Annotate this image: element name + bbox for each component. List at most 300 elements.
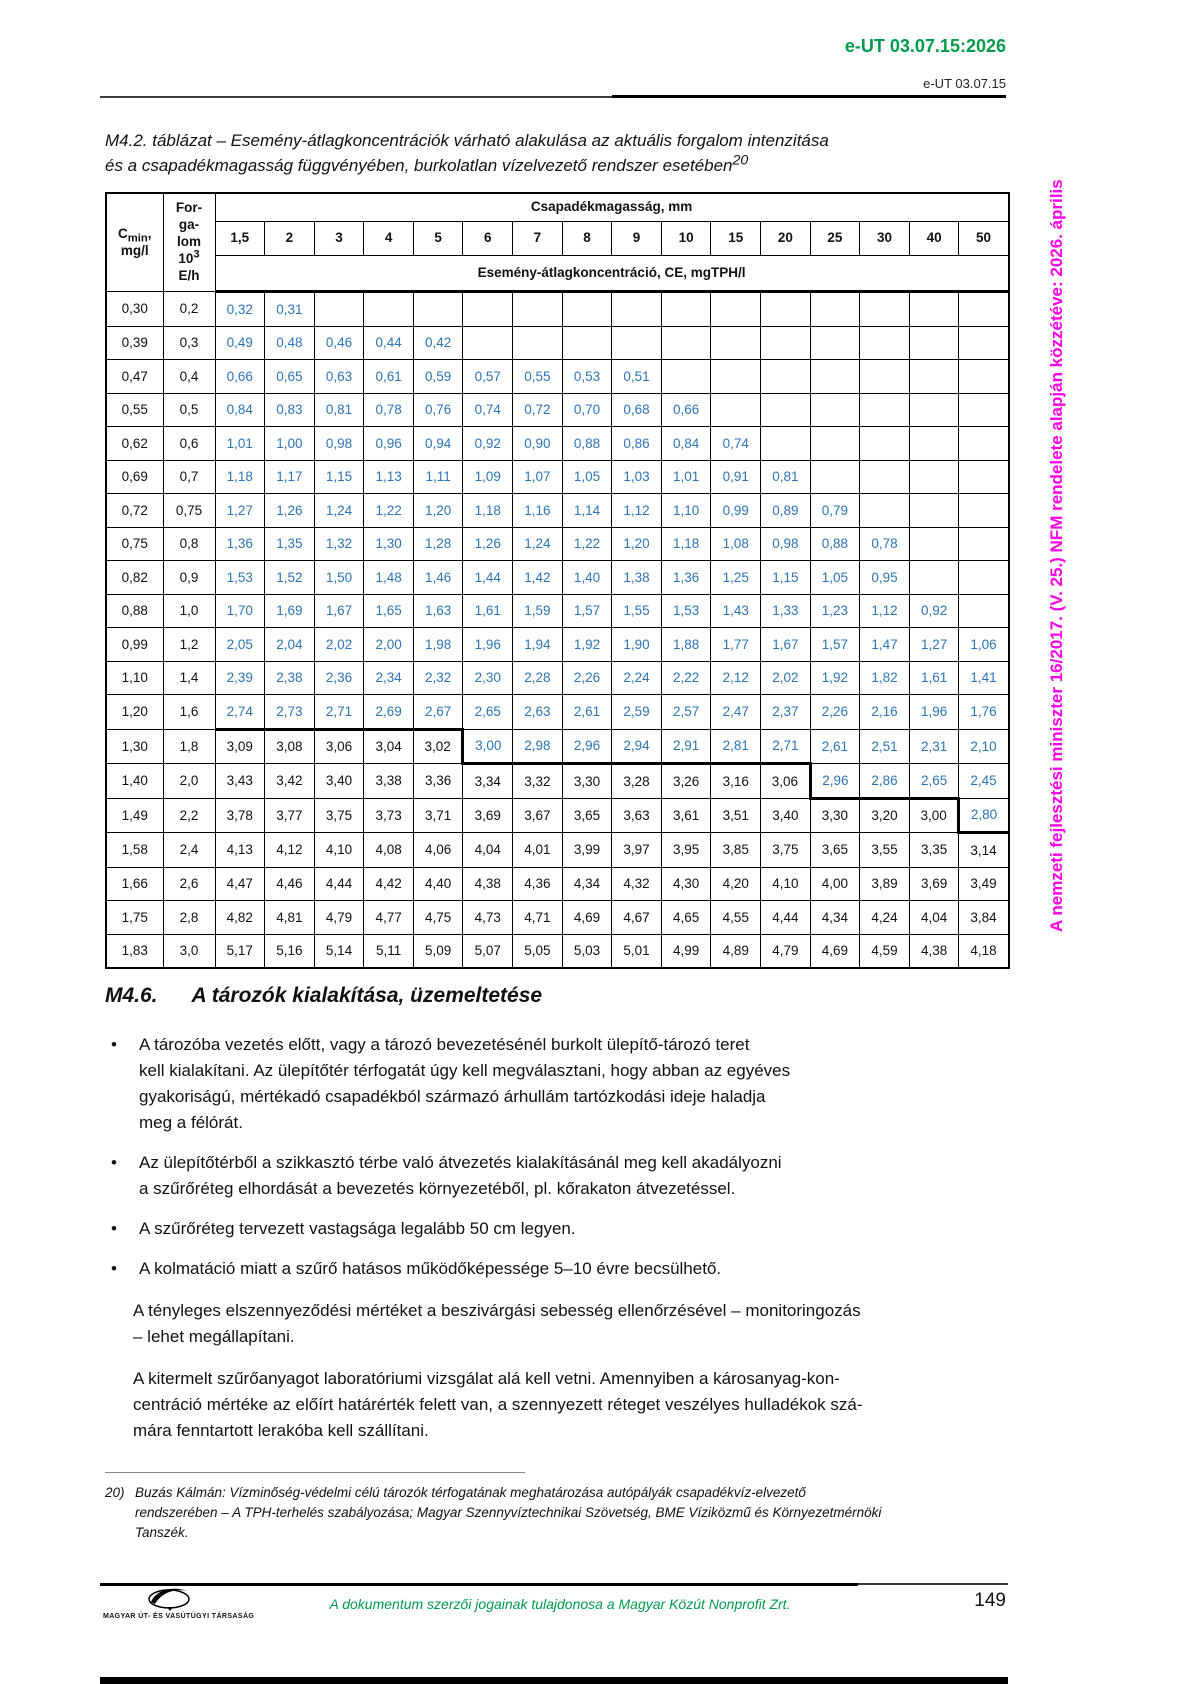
value-cell: 1,17	[265, 460, 315, 494]
value-cell: 4,34	[562, 867, 612, 901]
value-cell: 2,61	[810, 729, 860, 764]
table-row	[106, 798, 1009, 833]
table-row	[106, 661, 1009, 695]
value-cell: 3,84	[959, 901, 1009, 935]
footer-copyright: A dokumentum szerzői jogainak tulajdonosa a Magyar Közút Nonprofit Zrt.	[329, 1596, 791, 1612]
value-cell: 0,95	[860, 561, 910, 595]
value-cell: 3,63	[612, 798, 662, 833]
value-cell: 4,65	[661, 901, 711, 935]
value-cell: 1,24	[314, 494, 364, 528]
value-cell: 0,81	[314, 393, 364, 427]
cmin-cell: 0,39	[106, 326, 163, 360]
value-cell: 4,30	[661, 867, 711, 901]
value-cell: 3,49	[959, 867, 1009, 901]
value-cell: 2,98	[513, 729, 563, 764]
value-cell: 0,74	[463, 393, 513, 427]
table-row	[106, 427, 1009, 461]
value-cell: 1,35	[265, 527, 315, 561]
cmin-cell: 0,30	[106, 292, 163, 327]
value-cell	[463, 292, 513, 327]
value-cell	[860, 292, 910, 327]
value-cell: 5,11	[364, 934, 414, 968]
value-cell: 1,08	[711, 527, 761, 561]
table-row	[106, 326, 1009, 360]
table-row	[106, 934, 1009, 968]
value-cell: 3,85	[711, 833, 761, 868]
table-row	[106, 833, 1009, 868]
traffic-cell: 0,75	[163, 494, 215, 528]
cmin-cell: 1,20	[106, 695, 163, 730]
value-cell: 2,16	[860, 695, 910, 730]
rain-col-header: 15	[711, 222, 761, 256]
value-cell: 2,57	[661, 695, 711, 730]
bullet-item	[105, 1032, 1008, 1136]
value-cell	[860, 427, 910, 461]
value-cell: 1,28	[413, 527, 463, 561]
value-cell: 0,63	[314, 360, 364, 394]
value-cell	[860, 360, 910, 394]
caption-line-1: M4.2. táblázat – Esemény-átlagkoncentrációk várható alakulása az aktuális forgalom intenzitása	[105, 131, 829, 150]
value-cell: 3,02	[413, 729, 463, 764]
value-cell: 4,55	[711, 901, 761, 935]
value-cell: 1,18	[463, 494, 513, 528]
value-cell	[463, 326, 513, 360]
value-cell: 0,98	[314, 427, 364, 461]
value-cell: 4,01	[513, 833, 563, 868]
value-cell: 4,38	[463, 867, 513, 901]
value-cell: 0,42	[413, 326, 463, 360]
value-cell	[761, 427, 811, 461]
value-cell: 4,36	[513, 867, 563, 901]
value-cell: 2,22	[661, 661, 711, 695]
value-cell: 0,99	[711, 494, 761, 528]
value-cell: 3,67	[513, 798, 563, 833]
bullet-item	[105, 1256, 1008, 1282]
rain-col-header: 10	[661, 222, 711, 256]
value-cell: 0,66	[661, 393, 711, 427]
value-cell: 3,40	[314, 764, 364, 799]
traffic-cell: 2,6	[163, 867, 215, 901]
value-cell: 0,59	[413, 360, 463, 394]
value-cell: 0,81	[761, 460, 811, 494]
value-cell: 4,08	[364, 833, 414, 868]
rain-col-header: 5	[413, 222, 463, 256]
value-cell: 1,67	[761, 628, 811, 662]
value-cell	[711, 360, 761, 394]
value-cell: 2,26	[562, 661, 612, 695]
value-cell: 4,69	[562, 901, 612, 935]
value-cell: 4,40	[413, 867, 463, 901]
value-cell: 4,04	[463, 833, 513, 868]
value-cell: 1,88	[661, 628, 711, 662]
rain-col-header: 3	[314, 222, 364, 256]
value-cell: 1,94	[513, 628, 563, 662]
value-cell: 2,28	[513, 661, 563, 695]
value-cell: 0,70	[562, 393, 612, 427]
traffic-cell: 0,8	[163, 527, 215, 561]
traffic-cell: 0,9	[163, 561, 215, 595]
rain-col-header: 8	[562, 222, 612, 256]
value-cell: 4,32	[612, 867, 662, 901]
table-row	[106, 393, 1009, 427]
table-row	[106, 494, 1009, 528]
value-cell: 3,55	[860, 833, 910, 868]
value-cell: 1,90	[612, 628, 662, 662]
value-cell: 3,75	[761, 833, 811, 868]
value-cell: 0,55	[513, 360, 563, 394]
value-cell: 1,12	[612, 494, 662, 528]
traffic-cell: 0,5	[163, 393, 215, 427]
value-cell: 1,09	[463, 460, 513, 494]
value-cell: 3,26	[661, 764, 711, 799]
value-cell: 4,73	[463, 901, 513, 935]
value-cell: 3,65	[562, 798, 612, 833]
value-cell: 5,17	[215, 934, 265, 968]
value-cell	[860, 460, 910, 494]
value-cell: 2,91	[661, 729, 711, 764]
value-cell: 0,76	[413, 393, 463, 427]
value-cell: 2,59	[612, 695, 662, 730]
value-cell: 2,32	[413, 661, 463, 695]
bullet-item	[105, 1150, 1008, 1202]
value-cell: 1,18	[215, 460, 265, 494]
value-cell: 1,26	[463, 527, 513, 561]
bullet-text: A szűrőréteg tervezett vastagsága legalább 50 cm legyen.	[139, 1219, 576, 1238]
traffic-cell: 1,0	[163, 594, 215, 628]
value-cell: 4,44	[761, 901, 811, 935]
cmin-cell: 0,55	[106, 393, 163, 427]
value-cell: 1,12	[860, 594, 910, 628]
value-cell: 0,98	[761, 527, 811, 561]
value-cell	[909, 561, 959, 595]
value-cell	[562, 326, 612, 360]
value-cell: 0,92	[909, 594, 959, 628]
value-cell: 1,05	[810, 561, 860, 595]
value-cell	[661, 326, 711, 360]
value-cell: 1,47	[860, 628, 910, 662]
value-cell: 1,43	[711, 594, 761, 628]
traffic-cell: 1,8	[163, 729, 215, 764]
value-cell	[562, 292, 612, 327]
bullet-list	[105, 1032, 1008, 1282]
traffic-cell: 0,7	[163, 460, 215, 494]
value-cell: 4,67	[612, 901, 662, 935]
value-cell: 1,63	[413, 594, 463, 628]
cmin-cell: 1,49	[106, 798, 163, 833]
value-cell: 1,01	[661, 460, 711, 494]
value-cell: 2,45	[959, 764, 1009, 799]
value-cell: 2,73	[265, 695, 315, 730]
traffic-cell: 3,0	[163, 934, 215, 968]
value-cell	[959, 360, 1009, 394]
value-cell: 1,44	[463, 561, 513, 595]
value-cell: 2,24	[612, 661, 662, 695]
footnote-rule	[105, 1472, 525, 1473]
cmin-header: $C_{min}$, mg/l	[106, 193, 163, 292]
value-cell	[909, 527, 959, 561]
value-cell: 1,76	[959, 695, 1009, 730]
value-cell: 1,41	[959, 661, 1009, 695]
value-cell: 2,26	[810, 695, 860, 730]
value-cell: 0,49	[215, 326, 265, 360]
value-cell: 1,53	[661, 594, 711, 628]
traffic-header: For- ga- lom $10^3$ E/h	[163, 193, 215, 292]
value-cell: 1,82	[860, 661, 910, 695]
rain-col-header: 50	[959, 222, 1009, 256]
value-cell: 4,34	[810, 901, 860, 935]
value-cell: 3,61	[661, 798, 711, 833]
value-cell: 2,36	[314, 661, 364, 695]
value-cell: 4,24	[860, 901, 910, 935]
value-cell: 4,00	[810, 867, 860, 901]
traffic-cell: 0,3	[163, 326, 215, 360]
value-cell: 5,09	[413, 934, 463, 968]
value-cell: 1,36	[661, 561, 711, 595]
value-cell: 1,27	[909, 628, 959, 662]
value-cell: 2,63	[513, 695, 563, 730]
value-cell: 1,96	[909, 695, 959, 730]
value-cell: 2,80	[959, 798, 1009, 833]
value-cell	[909, 427, 959, 461]
value-cell: 3,97	[612, 833, 662, 868]
value-cell	[513, 326, 563, 360]
value-cell: 3,51	[711, 798, 761, 833]
value-cell: 2,04	[265, 628, 315, 662]
value-cell: 0,88	[562, 427, 612, 461]
value-cell: 2,61	[562, 695, 612, 730]
rain-col-header: 6	[463, 222, 513, 256]
value-cell: 0,79	[810, 494, 860, 528]
value-cell: 4,59	[860, 934, 910, 968]
value-cell: 2,96	[562, 729, 612, 764]
bullet-icon: •	[111, 1259, 117, 1278]
footnote	[105, 1483, 1005, 1543]
value-cell: 0,94	[413, 427, 463, 461]
value-cell: 2,47	[711, 695, 761, 730]
value-cell: 5,16	[265, 934, 315, 968]
value-cell	[959, 292, 1009, 327]
cmin-cell: 1,30	[106, 729, 163, 764]
value-cell: 3,77	[265, 798, 315, 833]
value-cell: 1,24	[513, 527, 563, 561]
table-row	[106, 360, 1009, 394]
value-cell: 3,30	[810, 798, 860, 833]
value-cell: 1,52	[265, 561, 315, 595]
value-cell: 4,44	[314, 867, 364, 901]
value-cell: 2,69	[364, 695, 414, 730]
value-cell: 0,84	[215, 393, 265, 427]
value-cell	[711, 292, 761, 327]
value-cell: 0,68	[612, 393, 662, 427]
section-number: M4.6.	[105, 984, 158, 1007]
traffic-cell: 2,2	[163, 798, 215, 833]
value-cell: 0,57	[463, 360, 513, 394]
value-cell: 3,32	[513, 764, 563, 799]
table-row	[106, 460, 1009, 494]
value-cell: 1,27	[215, 494, 265, 528]
table-row	[106, 561, 1009, 595]
rain-col-header: 7	[513, 222, 563, 256]
value-cell	[860, 393, 910, 427]
value-cell: 3,38	[364, 764, 414, 799]
value-cell: 3,00	[909, 798, 959, 833]
value-cell	[959, 494, 1009, 528]
value-cell: 0,84	[661, 427, 711, 461]
value-cell: 3,75	[314, 798, 364, 833]
traffic-cell: 2,0	[163, 764, 215, 799]
table-row	[106, 527, 1009, 561]
value-cell: 1,61	[909, 661, 959, 695]
value-cell	[761, 360, 811, 394]
bottom-edge-bar	[100, 1677, 1008, 1684]
cmin-cell: 0,88	[106, 594, 163, 628]
value-cell: 1,92	[810, 661, 860, 695]
footnote-text: Buzás Kálmán: Vízminőség-védelmi célú tározók térfogatának meghatározása autópályák csapadékvíz-elvezető rendszerében – A TPH-terhelés szabályozása; Magyar Szennyvíztechnikai Szövetség, BME Víziközmű és Környezetmérnöki Tanszék.	[135, 1485, 882, 1540]
value-cell: 1,05	[562, 460, 612, 494]
value-cell: 1,40	[562, 561, 612, 595]
value-cell: 4,71	[513, 901, 563, 935]
footer-society-name: MAGYAR ÚT- ÉS VASÚTÜGYI TÁRSASÁG	[103, 1613, 255, 1620]
cmin-cell: 0,69	[106, 460, 163, 494]
value-cell	[612, 292, 662, 327]
value-cell: 3,40	[761, 798, 811, 833]
value-cell: 3,69	[909, 867, 959, 901]
value-cell: 3,42	[265, 764, 315, 799]
value-cell: 3,89	[860, 867, 910, 901]
value-cell: 2,94	[612, 729, 662, 764]
value-cell: 0,61	[364, 360, 414, 394]
value-cell: 4,77	[364, 901, 414, 935]
value-cell: 1,07	[513, 460, 563, 494]
value-cell: 1,38	[612, 561, 662, 595]
value-cell: 3,78	[215, 798, 265, 833]
rain-col-header: 40	[909, 222, 959, 256]
value-cell: 1,30	[364, 527, 414, 561]
rain-col-header: 25	[810, 222, 860, 256]
value-cell	[711, 326, 761, 360]
value-cell: 3,06	[761, 764, 811, 799]
value-cell: 3,28	[612, 764, 662, 799]
value-cell: 1,53	[215, 561, 265, 595]
value-cell: 4,75	[413, 901, 463, 935]
footnote-marker: 20)	[105, 1485, 125, 1500]
value-cell: 0,88	[810, 527, 860, 561]
society-logo	[103, 1586, 263, 1620]
paragraph: A kitermelt szűrőanyagot laboratóriumi vizsgálat alá kell vetni. Amennyiben a károsanyag-kon- centráció mértéke az előírt határérték felett van, a szennyezett réteget veszélyes hulladékok szá- mára fenntartott lerakóba kell szállítani.	[133, 1369, 863, 1440]
traffic-cell: 0,6	[163, 427, 215, 461]
value-cell	[860, 326, 910, 360]
table-row	[106, 867, 1009, 901]
value-cell	[761, 393, 811, 427]
value-cell: 1,42	[513, 561, 563, 595]
value-cell: 2,02	[314, 628, 364, 662]
value-cell: 1,16	[513, 494, 563, 528]
value-cell: 1,48	[364, 561, 414, 595]
value-cell: 0,96	[364, 427, 414, 461]
value-cell: 1,15	[761, 561, 811, 595]
value-cell: 1,20	[413, 494, 463, 528]
doc-code: e-UT 03.07.15:2026	[844, 36, 1006, 56]
value-cell: 1,96	[463, 628, 513, 662]
value-cell: 1,25	[711, 561, 761, 595]
table-row	[106, 628, 1009, 662]
cmin-cell: 1,66	[106, 867, 163, 901]
value-cell: 1,32	[314, 527, 364, 561]
value-cell: 1,65	[364, 594, 414, 628]
value-cell: 5,14	[314, 934, 364, 968]
value-cell	[810, 326, 860, 360]
value-cell: 3,65	[810, 833, 860, 868]
rain-col-header: 9	[612, 222, 662, 256]
bullet-icon: •	[111, 1035, 117, 1054]
value-cell: 3,14	[959, 833, 1009, 868]
rain-col-header: 4	[364, 222, 414, 256]
traffic-cell: 2,4	[163, 833, 215, 868]
cmin-cell: 1,40	[106, 764, 163, 799]
value-cell: 0,86	[612, 427, 662, 461]
cmin-cell: 1,10	[106, 661, 163, 695]
cmin-cell: 0,99	[106, 628, 163, 662]
value-cell: 2,39	[215, 661, 265, 695]
value-cell: 2,86	[860, 764, 910, 799]
value-cell: 0,31	[265, 292, 315, 327]
value-cell: 2,96	[810, 764, 860, 799]
rain-height-header: Csapadékmagasság, mm	[215, 193, 1009, 222]
caption-footnote-ref: 20	[732, 152, 749, 169]
value-cell: 1,57	[810, 628, 860, 662]
table-row	[106, 292, 1009, 327]
value-cell: 4,20	[711, 867, 761, 901]
event-concentration-header: Esemény-átlagkoncentráció, CE, mgTPH/l	[215, 256, 1009, 292]
value-cell: 0,72	[513, 393, 563, 427]
value-cell: 4,81	[265, 901, 315, 935]
traffic-cell: 0,2	[163, 292, 215, 327]
rain-col-header: 20	[761, 222, 811, 256]
value-cell: 1,14	[562, 494, 612, 528]
value-cell	[364, 292, 414, 327]
value-cell: 3,04	[364, 729, 414, 764]
value-cell	[909, 393, 959, 427]
value-cell: 1,33	[761, 594, 811, 628]
concentration-table	[105, 192, 1010, 969]
value-cell: 1,77	[711, 628, 761, 662]
rain-col-header: 1,5	[215, 222, 265, 256]
value-cell	[959, 594, 1009, 628]
value-cell	[959, 427, 1009, 461]
paragraph-block	[105, 1298, 1008, 1444]
value-cell: 2,51	[860, 729, 910, 764]
value-cell: 4,99	[661, 934, 711, 968]
value-cell: 3,09	[215, 729, 265, 764]
value-cell: 4,82	[215, 901, 265, 935]
value-cell: 3,43	[215, 764, 265, 799]
header-rule	[100, 95, 1006, 98]
value-cell: 0,53	[562, 360, 612, 394]
value-cell: 4,47	[215, 867, 265, 901]
value-cell: 2,38	[265, 661, 315, 695]
value-cell	[909, 326, 959, 360]
rain-col-header: 2	[265, 222, 315, 256]
value-cell: 0,90	[513, 427, 563, 461]
value-cell: 1,18	[661, 527, 711, 561]
value-cell: 0,78	[860, 527, 910, 561]
bullet-text: A kolmatáció miatt a szűrő hatásos működőképessége 5–10 évre becsülhető.	[139, 1259, 722, 1278]
value-cell: 1,10	[661, 494, 711, 528]
cmin-cell: 1,58	[106, 833, 163, 868]
value-cell	[612, 326, 662, 360]
value-cell	[959, 326, 1009, 360]
value-cell: 3,16	[711, 764, 761, 799]
